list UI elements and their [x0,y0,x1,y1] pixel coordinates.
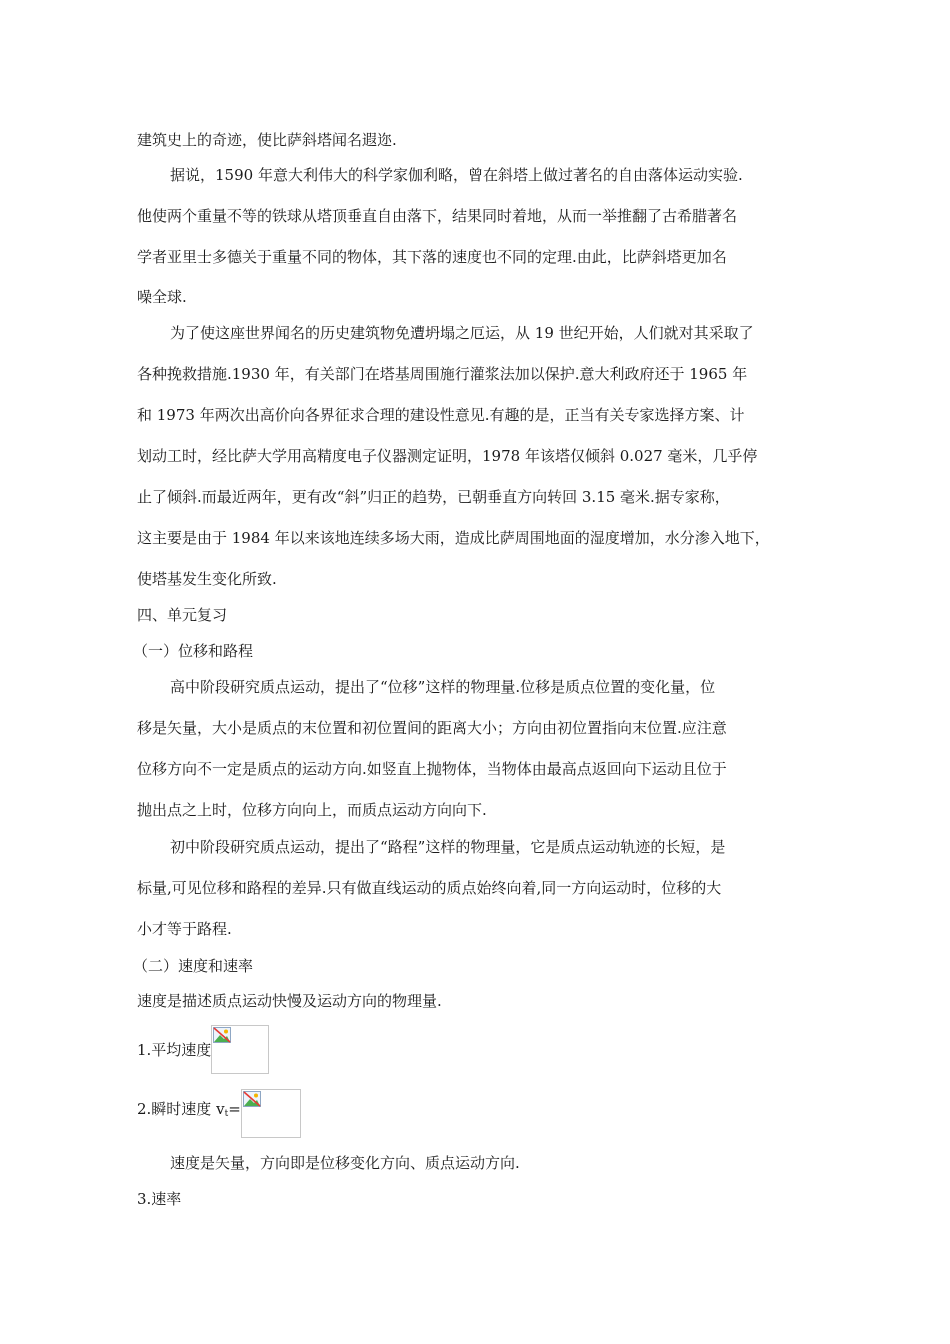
subsection-heading: （二）速度和速率 [133,957,254,975]
list-item-label: 2.瞬时速度 v [137,1100,225,1118]
formula-image [241,1089,301,1138]
paragraph-line: 噪全球. [137,288,187,306]
paragraph-line: 标量,可见位移和路程的差异.只有做直线运动的质点始终向着,同一方向运动时，位移的大 [137,879,722,897]
paragraph-line: 和 1973 年两次出高价向各界征求合理的建设性意见.有趣的是，正当有关专家选择方案、计 [137,406,745,424]
paragraph-line: 他使两个重量不等的铁球从塔顶垂直自由落下，结果同时着地，从而一举推翻了古希腊著名 [137,207,738,225]
paragraph-line: 小才等于路程. [137,920,232,938]
subscript-t: t [224,1109,229,1119]
paragraph-line: 使塔基发生变化所致. [137,570,277,588]
paragraph-line: 初中阶段研究质点运动，提出了“路程”这样的物理量，它是质点运动轨迹的长短，是 [170,838,726,856]
list-item-label: 1.平均速度 [137,1041,212,1059]
paragraph-line: 速度是矢量，方向即是位移变化方向、质点运动方向. [170,1154,520,1172]
list-item-speed: 3.速率 [137,1190,182,1208]
paragraph-line: 建筑史上的奇迹，使比萨斜塔闻名遐迩. [137,131,397,149]
paragraph-line: 这主要是由于 1984 年以来该地连续多场大雨，造成比萨周围地面的湿度增加，水分渗入地下， [137,529,770,547]
paragraph-line: 抛出点之上时，位移方向向上，而质点运动方向向下. [137,801,487,819]
section-heading: 四、单元复习 [137,606,228,624]
paragraph-line: 各种挽救措施.1930 年，有关部门在塔基周围施行灌浆法加以保护.意大利政府还于 1965 年 [137,365,748,383]
paragraph-line: 据说，1590 年意大利伟大的科学家伽利略，曾在斜塔上做过著名的自由落体运动实验. [170,166,743,184]
paragraph-line: 高中阶段研究质点运动，提出了“位移”这样的物理量.位移是质点位置的变化量，位 [170,678,716,696]
broken-image-icon [213,1027,231,1043]
paragraph-line: 止了倾斜.而最近两年，更有改“斜”归正的趋势，已朝垂直方向转回 3.15 毫米.据专家称， [137,488,730,506]
equals-sign: = [228,1100,241,1118]
list-item-average-velocity [137,1025,269,1074]
paragraph-line: 为了使这座世界闻名的历史建筑物免遭坍塌之厄运，从 19 世纪开始，人们就对其采取了 [170,324,754,342]
paragraph-line: 位移方向不一定是质点的运动方向.如竖直上抛物体，当物体由最高点返回向下运动且位于 [137,760,727,778]
paragraph-line: 学者亚里士多德关于重量不同的物体，其下落的速度也不同的定理.由此，比萨斜塔更加名 [137,248,727,266]
paragraph-line: 划动工时，经比萨大学用高精度电子仪器测定证明，1978 年该塔仅倾斜 0.027 毫米，几乎停 [137,447,758,465]
formula-image [211,1025,269,1074]
paragraph-line: 移是矢量，大小是质点的末位置和初位置间的距离大小；方向由初位置指向末位置.应注意 [137,719,727,737]
paragraph-line: 速度是描述质点运动快慢及运动方向的物理量. [137,992,442,1010]
broken-image-icon [243,1091,261,1107]
subsection-heading: （一）位移和路程 [133,642,254,660]
list-item-instantaneous-velocity [137,1085,301,1138]
